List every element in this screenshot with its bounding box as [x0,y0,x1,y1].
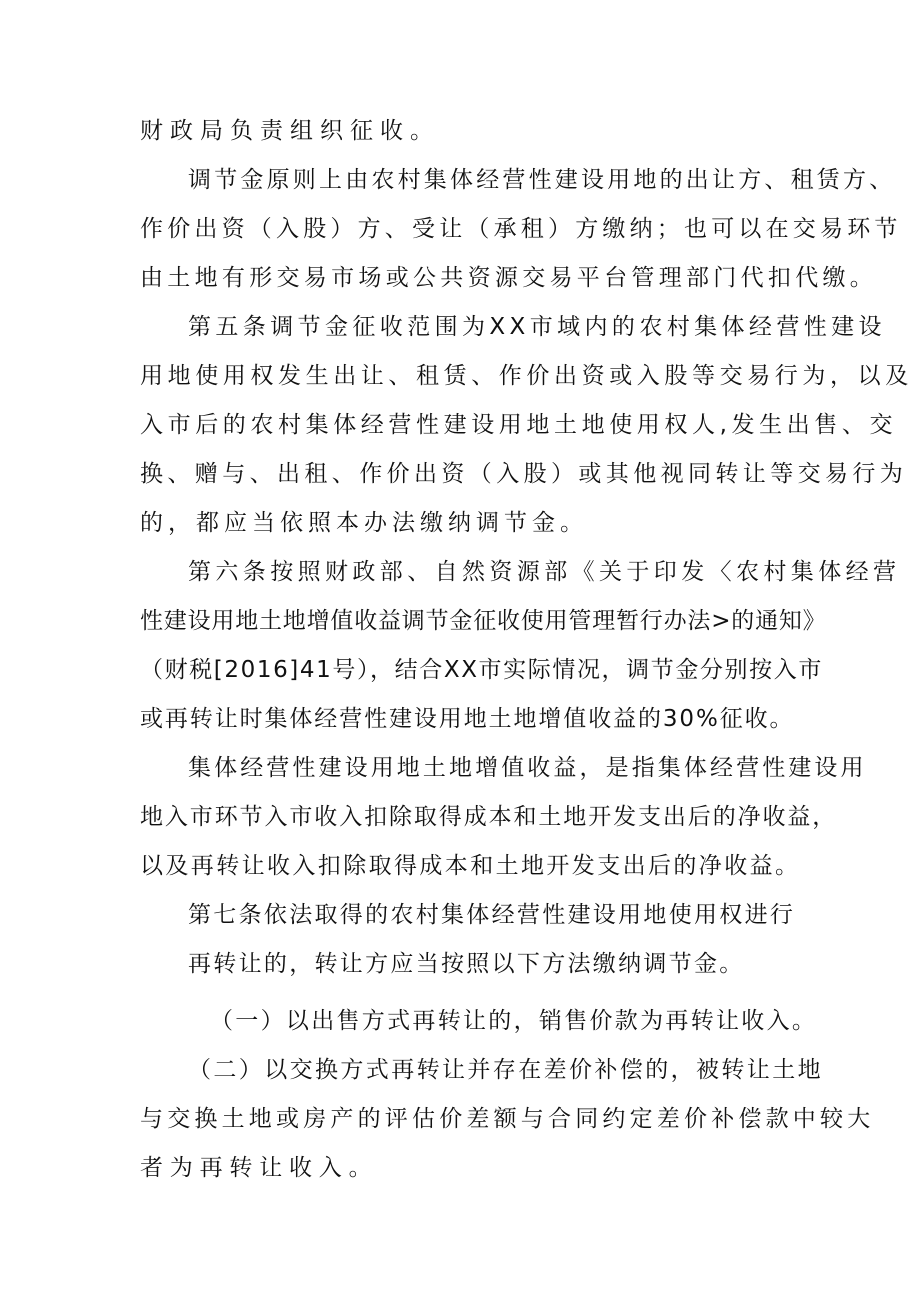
paragraph-line: 调节金原则上由农村集体经营性建设用地的出让方、租赁方、 [188,167,896,193]
article-7-heading-line: 第七条依法取得的农村集体经营性建设用地使用权进行 [188,902,796,928]
paragraph-line: 的，都应当依照本办法缴纳调节金。 [140,510,588,536]
paragraph-line: 性建设用地土地增值收益调节金征收使用管理暂行办法>的通知》 [140,608,827,634]
paragraph-line: （财税[2016]41号），结合XX市实际情况，调节金分别按入市 [140,657,823,683]
paragraph-line: 用地使用权发生出让、租赁、作价出资或入股等交易行为，以及 [140,363,913,389]
paragraph-line: 作价出资（入股）方、受让（承租）方缴纳；也可以在交易环节 [140,216,902,242]
paragraph-line: 与交换土地或房产的评估价差额与合同约定差价补偿款中较大 [140,1106,875,1132]
list-item-1: （一）以出售方式再转让的，销售价款为再转让收入。 [210,1008,818,1034]
article-5-heading-line: 第五条调节金征收范围为XX市域内的农村集体经营性建设 [188,314,886,340]
paragraph-line: 以及再转让收入扣除取得成本和土地开发支出后的净收益。 [140,853,801,879]
article-6-heading-line: 第六条按照财政部、自然资源部《关于印发〈农村集体经营 [188,559,901,585]
paragraph-line: 或再转让时集体经营性建设用地土地增值收益的30%征收。 [140,706,795,732]
paragraph-line: 换、赠与、出租、作价出资（入股）或其他视同转让等交易行为 [140,461,908,487]
paragraph-line: 入市后的农村集体经营性建设用地土地使用权人,发生出售、交 [140,412,898,438]
paragraph-line: 集体经营性建设用地土地增值收益，是指集体经营性建设用 [188,755,867,781]
paragraph-line: 者为再转让收入。 [140,1155,379,1181]
paragraph-line: 由土地有形交易市场或公共资源交易平台管理部门代扣代缴。 [140,265,878,291]
paragraph-line: 地入市环节入市收入扣除取得成本和土地开发支出后的净收益， [140,804,838,830]
paragraph-line: 财政局负责组织征收。 [140,118,440,144]
list-item-2: （二）以交换方式再转让并存在差价补偿的，被转让土地 [188,1057,823,1083]
paragraph-line: 再转让的，转让方应当按照以下方法缴纳调节金。 [188,951,745,977]
